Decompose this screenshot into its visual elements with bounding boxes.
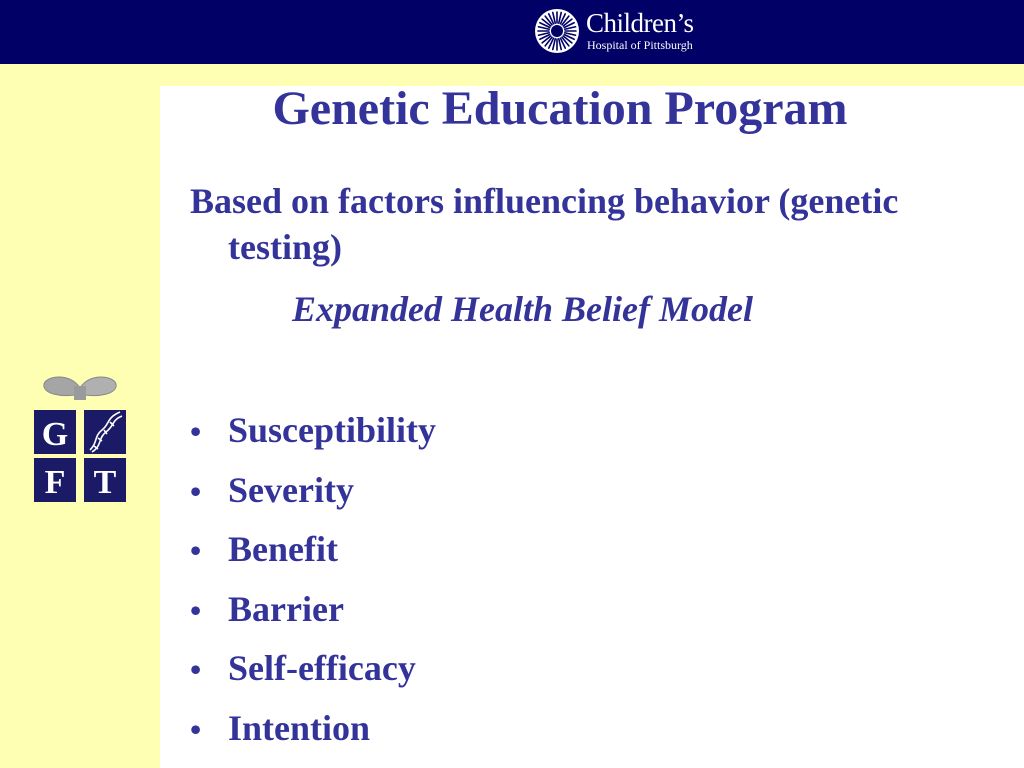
bullet-text: Self-efficacy (228, 648, 416, 688)
bullet-text: Intention (228, 707, 371, 748)
bullet-marker: • (190, 472, 202, 509)
brand-subtitle: Hospital of Pittsburgh (587, 38, 693, 52)
brand-name: Children’s (586, 8, 694, 38)
bullet-marker: • (190, 532, 202, 568)
logo-letter-t: T (93, 464, 117, 501)
bullet-list (190, 407, 436, 764)
bullet-marker: • (190, 710, 202, 747)
model-name: Expanded Health Belief Model (292, 289, 753, 329)
bullet-text: Benefit (228, 529, 338, 569)
bullet-item (190, 467, 436, 527)
left-panel (0, 64, 160, 768)
bullet-marker: • (190, 651, 202, 687)
bullet-text: Severity (228, 469, 354, 510)
intro-text: Based on factors influencing behavior (genetic testing) (190, 181, 899, 267)
bullet-item (190, 526, 436, 586)
bullet-marker: • (190, 413, 202, 449)
bullet-text: Susceptibility (228, 410, 437, 450)
hospital-brand (534, 8, 724, 56)
slide-title: Genetic Education Program (272, 82, 848, 135)
bullet-item (190, 407, 436, 467)
sunburst-icon (534, 8, 580, 54)
bullet-item (190, 705, 436, 765)
bullet-item (190, 586, 436, 646)
gift-box-dna-icon (32, 370, 128, 504)
bullet-text: Barrier (228, 588, 344, 629)
logo-letter-g: G (41, 416, 69, 453)
bullet-item (190, 645, 436, 705)
header-bar (0, 0, 1024, 64)
logo-letter-f: F (44, 464, 66, 501)
bullet-marker: • (190, 591, 202, 628)
